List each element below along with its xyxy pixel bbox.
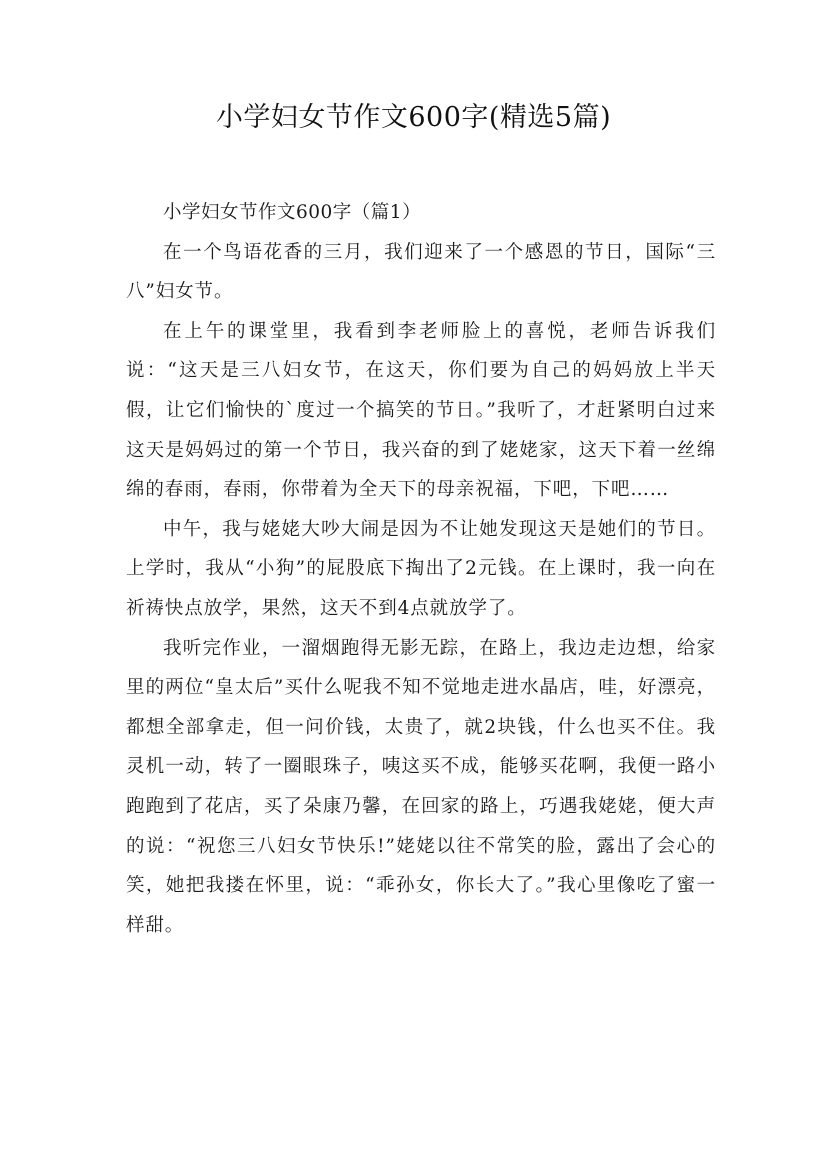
section-heading: 小学妇女节作文600字（篇1） (163, 202, 422, 223)
document-title: 小学妇女节作文600字(精选5篇) (215, 102, 612, 133)
paragraph: 中午，我与姥姥大吵大闹是因为不让她发现这天是她们的节日。上学时，我从“小狗”的屁股底下掏出了2元钱。在上课时，我一向在祈祷快点放学，果然，这天不到4点就放学了。 (126, 518, 716, 619)
paragraph: 在一个鸟语花香的三月，我们迎来了一个感恩的节日，国际“三八”妇女节。 (126, 241, 716, 303)
document-body (126, 193, 716, 945)
paragraph: 我听完作业，一溜烟跑得无影无踪，在路上，我边走边想，给家里的两位“皇太后”买什么呢我不知不觉地走进水晶店，哇，好漂亮，都想全部拿走，但一问价钱，太贵了，就2块钱，什么也买不住。我灵机一动，转了一圈眼珠子，咦这买不成，能够买花啊，我便一路小跑跑到了花店，买了朵康乃馨，在回家的路上，巧遇我姥姥，便大声的说：“祝您三八妇女节快乐!”姥姥以往不常笑的脸，露出了会心的笑，她把我搂在怀里，说：“乖孙女，你长大了。”我心里像吃了蜜一样甜。 (126, 637, 716, 936)
paragraph: 在上午的课堂里，我看到李老师脸上的喜悦，老师告诉我们说：“这天是三八妇女节，在这天，你们要为自己的妈妈放上半天假，让它们愉快的`度过一个搞笑的节日。”我听了，才赶紧明白过来这天是妈妈过的第一个节日，我兴奋的到了姥姥家，这天下着一丝绵绵的春雨，春雨，你带着为全天下的母亲祝福，下吧，下吧…… (126, 320, 716, 501)
